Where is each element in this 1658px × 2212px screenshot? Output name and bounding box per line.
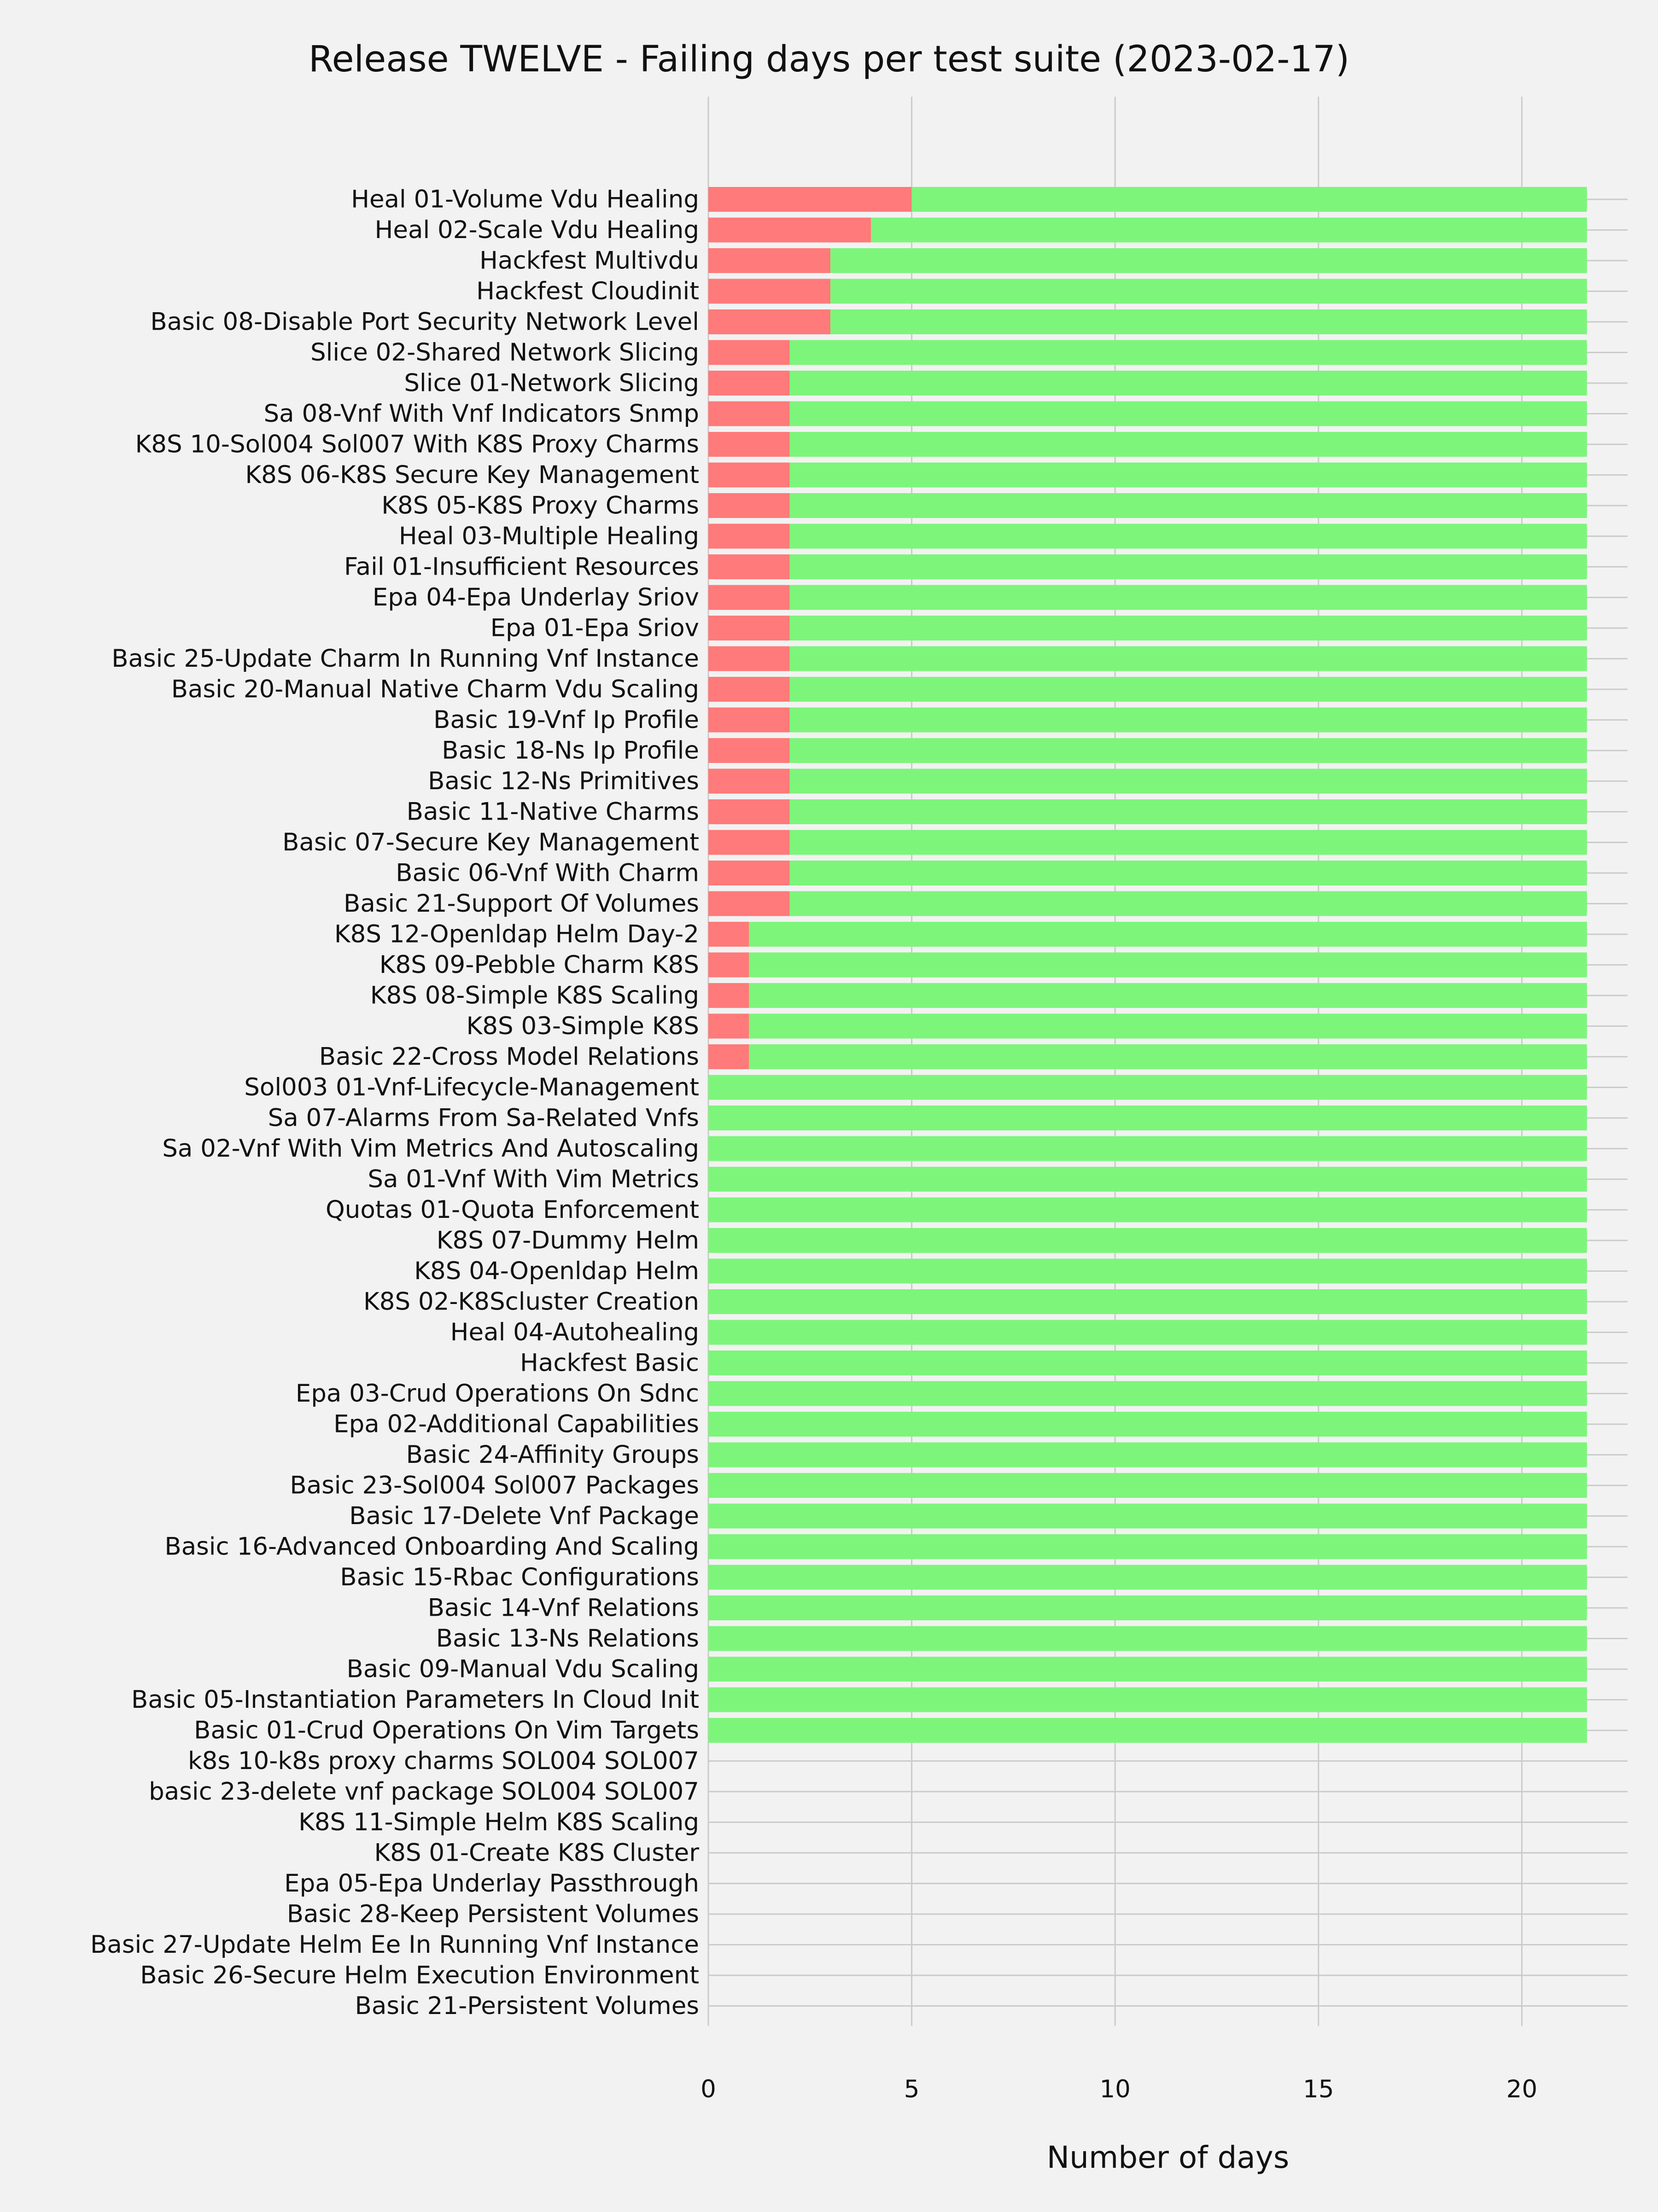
bar-passing	[708, 1443, 1587, 1467]
y-tick-label: Epa 02-Additional Capabilities	[333, 1410, 699, 1438]
bar-passing	[912, 187, 1587, 212]
bar-passing	[830, 248, 1587, 273]
bar-passing	[708, 1504, 1587, 1529]
y-tick-label: Heal 01-Volume Vdu Healing	[351, 185, 699, 214]
bar-passing	[790, 524, 1587, 549]
bar-passing	[708, 1289, 1587, 1314]
y-tick-label: K8S 01-Create K8S Cluster	[374, 1839, 699, 1867]
bar-failing	[708, 922, 749, 947]
y-tick-label: K8S 06-K8S Secure Key Management	[245, 461, 699, 489]
y-tick-label: K8S 09-Pebble Charm K8S	[379, 951, 699, 979]
y-tick-label: Basic 25-Update Charm In Running Vnf Instance	[111, 645, 699, 673]
bar-failing	[708, 218, 871, 243]
bar-failing	[708, 248, 830, 273]
bar-passing	[708, 1167, 1587, 1192]
x-tick-label: 15	[1303, 2075, 1334, 2103]
y-tick-label: Epa 03-Crud Operations On Sdnc	[295, 1380, 699, 1408]
y-tick-label: K8S 11-Simple Helm K8S Scaling	[298, 1808, 699, 1836]
bar-passing	[749, 983, 1587, 1008]
bar-passing	[708, 1657, 1587, 1682]
y-tick-label: Basic 08-Disable Port Security Network Level	[150, 308, 699, 336]
bar-passing	[790, 493, 1587, 518]
bar-passing	[708, 1718, 1587, 1743]
y-tick-label: Heal 03-Multiple Healing	[398, 522, 699, 550]
bar-passing	[790, 830, 1587, 855]
bar-failing	[708, 830, 790, 855]
bar-failing	[708, 279, 830, 304]
y-tick-label: Slice 01-Network Slicing	[404, 369, 699, 397]
bar-passing	[790, 708, 1587, 733]
y-tick-label: Basic 11-Native Charms	[406, 797, 699, 826]
bar-failing	[708, 340, 790, 365]
y-tick-label: k8s 10-k8s proxy charms SOL004 SOL007	[187, 1747, 699, 1775]
y-tick-label: Quotas 01-Quota Enforcement	[326, 1196, 699, 1224]
y-tick-label: Epa 01-Epa Sriov	[490, 614, 699, 642]
y-tick-label: Sol003 01-Vnf-Lifecycle-Management	[244, 1073, 699, 1101]
bar-passing	[790, 891, 1587, 916]
bar-passing	[790, 769, 1587, 794]
y-tick-label: Fail 01-Insufficient Resources	[344, 553, 699, 581]
y-tick-label: Basic 15-Rbac Configurations	[340, 1563, 699, 1591]
bar-failing	[708, 1044, 749, 1069]
chart-title: Release TWELVE - Failing days per test suite (2023-02-17)	[308, 39, 1350, 80]
y-tick-label: Epa 05-Epa Underlay Passthrough	[284, 1869, 699, 1898]
bar-failing	[708, 861, 790, 885]
bar-passing	[790, 799, 1587, 824]
bar-passing	[790, 677, 1587, 702]
bar-passing	[708, 1688, 1587, 1712]
x-axis-title: Number of days	[1046, 2140, 1290, 2175]
bar-failing	[708, 585, 790, 610]
y-tick-label: Basic 07-Secure Key Management	[282, 828, 699, 856]
bar-passing	[708, 1626, 1587, 1651]
y-tick-label: Basic 16-Advanced Onboarding And Scaling	[164, 1532, 699, 1561]
bar-passing	[708, 1595, 1587, 1620]
y-tick-label: Basic 18-Ns Ip Profile	[442, 736, 699, 765]
bar-failing	[708, 463, 790, 488]
y-tick-label: Basic 19-Vnf Ip Profile	[433, 706, 699, 734]
y-tick-label: Basic 28-Keep Persistent Volumes	[286, 1900, 699, 1928]
bar-passing	[708, 1259, 1587, 1284]
y-tick-label: Basic 14-Vnf Relations	[427, 1594, 699, 1622]
bar-passing	[790, 738, 1587, 763]
bar-failing	[708, 524, 790, 549]
bar-passing	[790, 432, 1587, 457]
bar-passing	[708, 1381, 1587, 1406]
bar-passing	[749, 922, 1587, 947]
bar-passing	[708, 1473, 1587, 1498]
y-tick-label: Basic 09-Manual Vdu Scaling	[346, 1655, 699, 1683]
bar-failing	[708, 493, 790, 518]
bar-passing	[749, 1044, 1587, 1069]
bar-passing	[749, 1014, 1587, 1039]
y-tick-label: Slice 02-Shared Network Slicing	[310, 338, 699, 367]
bar-passing	[871, 218, 1587, 243]
y-tick-label: Basic 26-Secure Helm Execution Environment	[140, 1961, 699, 1990]
y-tick-label: K8S 07-Dummy Helm	[436, 1226, 699, 1255]
bar-failing	[708, 616, 790, 640]
y-tick-label: K8S 12-Openldap Helm Day-2	[334, 920, 699, 949]
bar-failing	[708, 432, 790, 457]
bar-passing	[708, 1228, 1587, 1253]
bar-passing	[790, 371, 1587, 396]
bar-passing	[708, 1320, 1587, 1345]
y-tick-label: K8S 02-K8Scluster Creation	[363, 1287, 699, 1316]
bar-passing	[708, 1565, 1587, 1590]
x-tick-label: 5	[904, 2075, 920, 2103]
y-tick-label: Basic 06-Vnf With Charm	[396, 859, 699, 887]
bar-failing	[708, 708, 790, 733]
bar-passing	[830, 309, 1587, 334]
bar-failing	[708, 983, 749, 1008]
bar-passing	[790, 585, 1587, 610]
x-tick-label: 10	[1099, 2075, 1131, 2103]
bar-failing	[708, 738, 790, 763]
bar-failing	[708, 891, 790, 916]
bar-passing	[749, 953, 1587, 978]
bar-passing	[790, 340, 1587, 365]
bar-passing	[708, 1075, 1587, 1100]
bar-failing	[708, 953, 749, 978]
bar-failing	[708, 677, 790, 702]
y-tick-label: Heal 02-Scale Vdu Healing	[374, 216, 699, 244]
y-tick-label: Epa 04-Epa Underlay Sriov	[372, 583, 699, 611]
bar-passing	[790, 554, 1587, 579]
x-tick-label: 0	[701, 2075, 716, 2103]
y-tick-label: Heal 04-Autohealing	[450, 1318, 699, 1346]
bar-failing	[708, 646, 790, 671]
category-labels	[90, 186, 699, 2020]
y-tick-label: Hackfest Cloudinit	[476, 277, 699, 305]
bar-passing	[708, 1106, 1587, 1130]
bar-passing	[830, 279, 1587, 304]
x-axis-ticks	[701, 2075, 1537, 2103]
bar-passing	[708, 1412, 1587, 1437]
bar-passing	[708, 1136, 1587, 1161]
bar-failing	[708, 187, 912, 212]
bar-failing	[708, 309, 830, 334]
bar-passing	[790, 463, 1587, 488]
y-tick-label: basic 23-delete vnf package SOL004 SOL007	[149, 1777, 699, 1806]
y-tick-label: Hackfest Multivdu	[479, 246, 699, 275]
y-tick-label: Basic 21-Persistent Volumes	[355, 1992, 699, 2020]
y-tick-label: K8S 10-Sol004 Sol007 With K8S Proxy Charms	[135, 430, 699, 459]
y-tick-label: K8S 08-Simple K8S Scaling	[370, 981, 699, 1010]
bars-layer	[708, 187, 1587, 1743]
y-tick-label: K8S 03-Simple K8S	[466, 1012, 699, 1040]
y-tick-label: Basic 24-Affinity Groups	[406, 1441, 699, 1469]
y-tick-label: Basic 27-Update Helm Ee In Running Vnf Instance	[90, 1931, 699, 1959]
bar-passing	[708, 1350, 1587, 1375]
bar-failing	[708, 402, 790, 426]
y-tick-label: Basic 22-Cross Model Relations	[319, 1042, 699, 1071]
y-tick-label: Basic 17-Delete Vnf Package	[349, 1502, 699, 1530]
bar-passing	[790, 861, 1587, 885]
y-tick-label: K8S 04-Openldap Helm	[414, 1257, 699, 1285]
bar-failing	[708, 554, 790, 579]
bar-failing	[708, 1014, 749, 1039]
bar-passing	[708, 1198, 1587, 1222]
x-tick-label: 20	[1506, 2075, 1538, 2103]
bar-passing	[708, 1534, 1587, 1559]
y-tick-label: Basic 23-Sol004 Sol007 Packages	[290, 1471, 699, 1500]
bar-failing	[708, 799, 790, 824]
y-tick-label: Basic 01-Crud Operations On Vim Targets	[194, 1716, 699, 1745]
y-tick-label: K8S 05-K8S Proxy Charms	[381, 491, 699, 520]
y-tick-label: Basic 21-Support Of Volumes	[343, 890, 699, 918]
bar-passing	[790, 646, 1587, 671]
y-tick-label: Basic 05-Instantiation Parameters In Cloud Init	[131, 1686, 699, 1714]
y-tick-label: Sa 01-Vnf With Vim Metrics	[368, 1165, 699, 1193]
y-tick-label: Basic 20-Manual Native Charm Vdu Scaling	[171, 675, 699, 704]
y-tick-label: Sa 07-Alarms From Sa-Related Vnfs	[268, 1104, 699, 1132]
bar-failing	[708, 769, 790, 794]
bar-passing	[790, 616, 1587, 640]
y-tick-label: Basic 12-Ns Primitives	[428, 767, 699, 795]
bar-passing	[790, 402, 1587, 426]
bar-failing	[708, 371, 790, 396]
y-tick-label: Hackfest Basic	[520, 1349, 699, 1377]
y-tick-label: Basic 13-Ns Relations	[436, 1624, 699, 1653]
y-tick-label: Sa 08-Vnf With Vnf Indicators Snmp	[263, 400, 699, 428]
y-tick-label: Sa 02-Vnf With Vim Metrics And Autoscaling	[162, 1135, 699, 1163]
